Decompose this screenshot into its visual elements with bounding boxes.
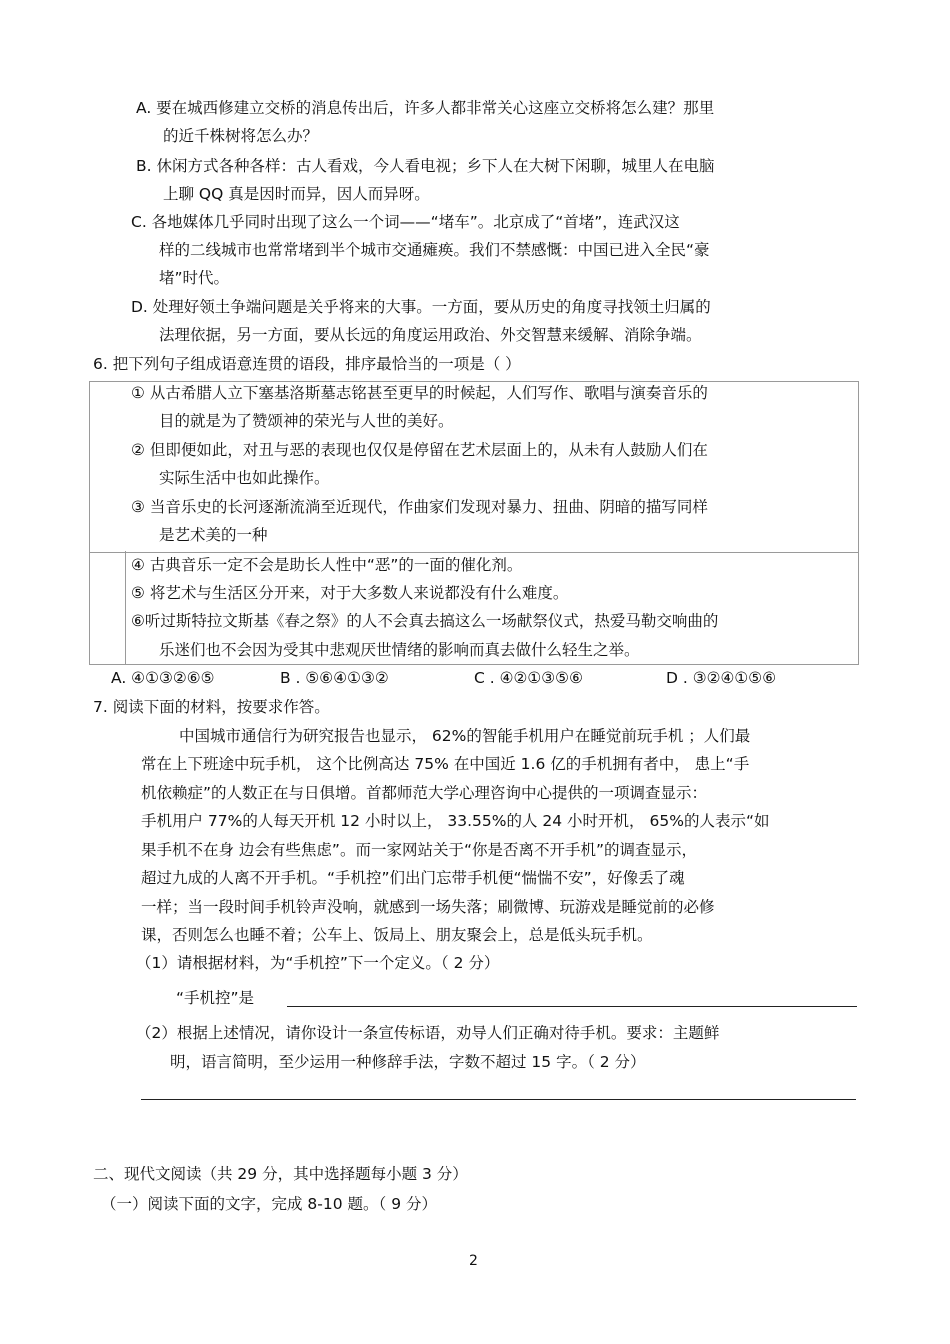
q5-option-b-line2: 上聊 QQ 真是因时而异，因人而异呀。 [163,185,430,203]
q7-definition-answer-line[interactable] [287,1006,857,1007]
q6-sentence-3-line2: 是艺术美的一种 [159,526,268,544]
q7-subquestion-2-line1: （2）根据上述情况，请你设计一条宣传标语，劝导人们正确对待手机。要求：主题鲜 [136,1024,720,1042]
q5-option-c-line3: 堵”时代。 [159,269,230,287]
q6-sentence-2-line1: ② 但即便如此，对丑与恶的表现也仅仅是停留在艺术层面上的，从未有人鼓励人们在 [131,441,708,459]
q7-material-line1: 中国城市通信行为研究报告也显示， 62%的智能手机用户在睡觉前玩手机 ；人们最 [179,727,751,745]
q7-slogan-answer-line[interactable] [141,1099,856,1100]
q5-option-a-line1: A. 要在城西修建立交桥的消息传出后，许多人都非常关心这座立交桥将怎么建？那里 [136,99,715,117]
q7-subquestion-2-line2: 明，语言简明，至少运用一种修辞手法，字数不超过 15 字。（ 2 分） [170,1053,646,1071]
q7-material-line4: 手机用户 77%的人每天开机 12 小时以上， 33.55%的人 24 小时开机， 65%的人表示“如 [141,812,770,830]
q6-sentence-4: ④ 古典音乐一定不会是助长人性中“恶”的一面的催化剂。 [131,556,523,574]
q6-sentence-5: ⑤ 将艺术与生活区分开来，对于大多数人来说都没有什么难度。 [131,584,569,602]
q7-subquestion-1: （1）请根据材料，为“手机控”下一个定义。（ 2 分） [136,954,500,972]
q6-sentence-1-line2: 目的就是为了赞颂神的荣光与人世的美好。 [159,412,454,430]
q5-option-c-line1: C. 各地媒体几乎同时出现了这么一个词——“堵车”。北京成了“首堵”，连武汉这 [131,213,680,231]
q5-option-d-line2: 法理依据，另一方面，要从长远的角度运用政治、外交智慧来缓解、消除争端。 [159,326,702,344]
page-number: 2 [469,1253,478,1269]
q7-material-line5: 果手机不在身 边会有些焦虑”。而一家网站关于“你是否离不开手机”的调查显示， [141,841,698,859]
q6-sentence-2-line2: 实际生活中也如此操作。 [159,469,330,487]
q6-sentence-6-line1: ⑥听过斯特拉文斯基《春之祭》的人不会真去搞这么一场献祭仪式，热爱马勒交响曲的 [131,612,719,630]
q7-material-line3: 机依赖症”的人数正在与日俱增。首都师范大学心理咨询中心提供的一项调查显示： [141,784,708,802]
q6-option-d: D . ③②④①⑤⑥ [666,669,777,687]
q6-sentence-6-line2: 乐迷们也不会因为受其中悲观厌世情绪的影响而真去做什么轻生之举。 [159,641,640,659]
q6-option-c: C . ④②①③⑤⑥ [474,669,583,687]
q5-option-a-line2: 的近千株树将怎么办？ [163,127,319,145]
section-2-title: 二、现代文阅读（共 29 分，其中选择题每小题 3 分） [93,1165,468,1183]
q7-material-line7: 一样；当一段时间手机铃声没响，就感到一场失落；刷微博、玩游戏是睡觉前的必修 [141,898,715,916]
q7-stem: 7. 阅读下面的材料，按要求作答。 [93,698,330,716]
section-2-subsection: （一）阅读下面的文字，完成 8-10 题。（ 9 分） [101,1195,437,1213]
q6-sentence-1-line1: ① 从古希腊人立下塞基洛斯墓志铭甚至更早的时候起，人们写作、歌唱与演奏音乐的 [131,384,708,402]
q7-material-line6: 超过九成的人离不开手机。“手机控”们出门忘带手机便“惴惴不安”，好像丢了魂 [141,869,685,887]
q6-option-a: A. ④①③②⑥⑤ [111,669,215,687]
q5-option-b-line1: B. 休闲方式各种各样：古人看戏，今人看电视；乡下人在大树下闲聊，城里人在电脑 [136,157,715,175]
q6-sentence-3-line1: ③ 当音乐史的长河逐渐流淌至近现代，作曲家们发现对暴力、扭曲、阴暗的描写同样 [131,498,708,516]
q5-option-c-line2: 样的二线城市也常常堵到半个城市交通瘫痪。我们不禁感慨：中国已进入全民“豪 [159,241,710,259]
q6-stem: 6. 把下列句子组成语意连贯的语段，排序最恰当的一项是（ ） [93,355,521,373]
q5-option-d-line1: D. 处理好领土争端问题是关乎将来的大事。一方面，要从历史的角度寻找领土归属的 [131,298,711,316]
q6-box-inset [89,551,126,664]
q6-option-b: B . ⑤⑥④①③② [280,669,389,687]
q7-material-line8: 课，否则怎么也睡不着；公车上、饭局上、朋友聚会上，总是低头玩手机。 [141,926,653,944]
q7-material-line2: 常在上下班途中玩手机， 这个比例高达 75% 在中国近 1.6 亿的手机拥有者中， 患上“手 [141,755,750,773]
q7-definition-label: “手机控”是 [176,989,255,1007]
